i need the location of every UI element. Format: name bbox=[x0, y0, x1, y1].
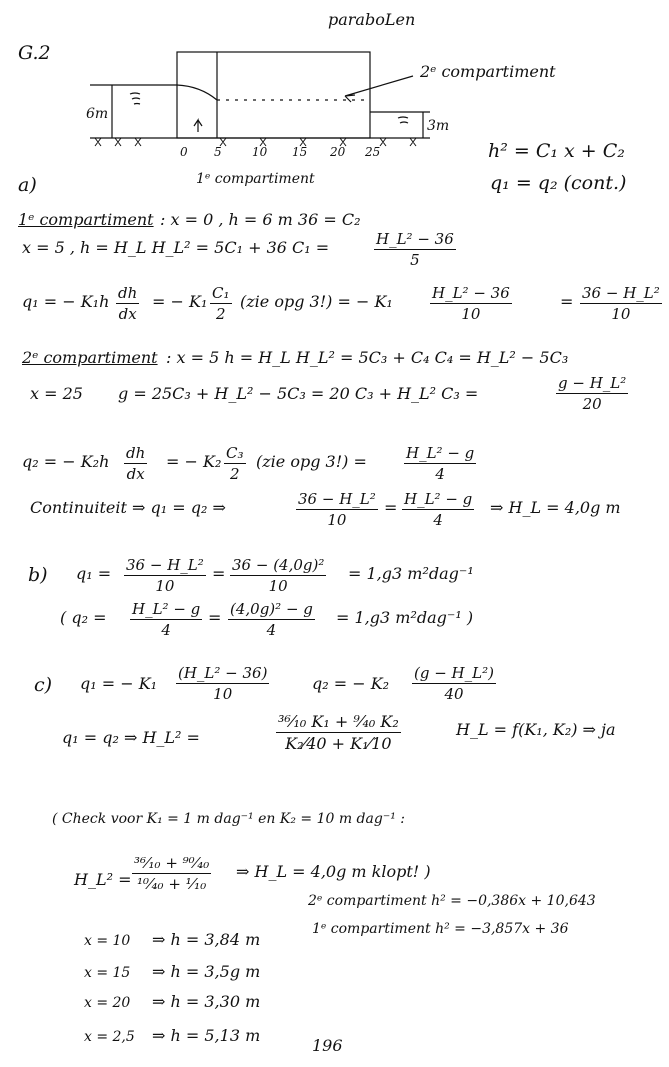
c3-fraction: $\frac{\text{g − H\_L²}}{20}$ bbox=[558, 374, 627, 413]
q2-rest: (zie opg 3!) = bbox=[256, 452, 367, 471]
part-a-label: a) bbox=[18, 174, 37, 196]
dh-dx-fraction: $\frac{dh}{dx}$ bbox=[118, 284, 138, 323]
c-compartment-2-eq: 2ᵉ compartiment h² = −0,386x + 10,643 bbox=[308, 893, 596, 909]
b-equals-1: = bbox=[212, 564, 226, 583]
continuity-left-fraction: $\frac{\text{36 − H\_L²}}{10}$ bbox=[298, 490, 376, 529]
compartment-1-line1: : x = 0 , h = 6 m 36 = C₂ bbox=[160, 210, 361, 229]
c-big-fraction: $\frac{\text{³⁶⁄₁₀ K₁ + ⁹⁄₄₀ K₂}}{\text{K₂⁄40 + K₁⁄10}}$ bbox=[278, 712, 399, 753]
b-q1: q₁ = bbox=[76, 564, 112, 583]
c1-over-2-fraction: $\frac{\text{C₁}}{2}$ bbox=[212, 284, 230, 323]
axis-tick: 5 bbox=[214, 145, 222, 159]
c-check-fraction: ³⁶⁄₁₀ + ⁹⁰⁄₄₀ ¹⁰⁄₄₀ + ¹⁄₁₀ bbox=[134, 854, 210, 893]
c-check-result: ⇒ H_L = 4,0g m klopt! ) bbox=[236, 862, 431, 881]
continuity-text: Continuiteit ⇒ q₁ = q₂ ⇒ bbox=[30, 498, 226, 517]
axis-tick: 10 bbox=[252, 145, 268, 159]
q1-equals: = bbox=[560, 292, 574, 311]
q1-fraction-1: $\frac{\text{H\_L² − 36}}{10}$ bbox=[432, 284, 510, 323]
q1-rest: (zie opg 3!) = − K₁ bbox=[240, 292, 393, 311]
axis-tick: 25 bbox=[365, 145, 381, 159]
c-q1: q₁ = − K₁ bbox=[80, 674, 158, 693]
compartment-2-line2a: x = 25 bbox=[30, 384, 83, 403]
continuity-result: ⇒ H_L = 4,0g m bbox=[490, 498, 621, 517]
b-fraction-2: $\frac{\text{36 − (4,0g)²}}{10}$ bbox=[232, 556, 325, 595]
q1-middle: = − K₁ bbox=[152, 292, 208, 311]
c-q2: q₂ = − K₂ bbox=[312, 674, 390, 693]
c1-fraction: $\frac{\text{H\_L² − 36}}{5}$ bbox=[376, 230, 454, 269]
table-row-h: ⇒ h = 3,5g m bbox=[152, 962, 261, 981]
c-result: H_L = f(K₁, K₂) ⇒ ja bbox=[456, 720, 616, 739]
q1-fraction-2: $\frac{\text{36 − H\_L²}}{10}$ bbox=[582, 284, 660, 323]
continuity-equals: = bbox=[384, 498, 398, 517]
q2-lhs: q₂ = − K₂h bbox=[22, 452, 110, 471]
q2-dh-dx-fraction: $\frac{dh}{dx}$ bbox=[126, 444, 146, 483]
axis-tick: 15 bbox=[292, 145, 308, 159]
c-check-text: ( Check voor K₁ = 1 m dag⁻¹ en K₂ = 10 m dag⁻¹ : bbox=[52, 811, 406, 827]
c-q1-fraction: $\frac{\text{(H\_L² − 36)}}{10}$ bbox=[178, 664, 268, 703]
problem-number: G.2 bbox=[18, 42, 51, 64]
label-compartment-1: 1ᵉ compartiment bbox=[196, 171, 315, 187]
c-check-lhs: H_L² = bbox=[74, 870, 132, 889]
label-compartment-2: 2ᵉ compartiment bbox=[420, 62, 556, 81]
continuity-equation: q₁ = q₂ (cont.) bbox=[490, 172, 627, 194]
axis-tick: 20 bbox=[330, 145, 346, 159]
table-row-h: ⇒ h = 3,30 m bbox=[152, 992, 261, 1011]
table-row-h: ⇒ h = 3,84 m bbox=[152, 930, 261, 949]
groundwater-sketch bbox=[80, 40, 450, 170]
b-fraction-1: $\frac{\text{36 − H\_L²}}{10}$ bbox=[126, 556, 204, 595]
c3-over-2-fraction: $\frac{\text{C₃}}{2}$ bbox=[226, 444, 244, 483]
compartment-2-title: 2ᵉ compartiment bbox=[22, 348, 158, 367]
b-equals-2: = bbox=[208, 608, 222, 627]
part-c-label: c) bbox=[34, 674, 53, 696]
continuity-right-fraction: $\frac{\text{H\_L² − g}}{4}$ bbox=[404, 490, 473, 529]
table-row-x: x = 2,5 bbox=[84, 1029, 135, 1045]
table-row-x: x = 10 bbox=[84, 933, 131, 949]
right-head-label: 3m bbox=[427, 118, 450, 134]
b-fraction-4: $\frac{\text{(4,0g)² − g}}{4}$ bbox=[230, 600, 313, 639]
header-parabolen: paraboLen bbox=[328, 10, 416, 29]
compartment-2-line1: : x = 5 h = H_L H_L² = 5C₃ + C₄ C₄ = H_L² − 5C₃ bbox=[166, 348, 569, 367]
left-head-label: 6m bbox=[86, 106, 109, 122]
b-q2: ( q₂ = bbox=[60, 608, 107, 627]
page-number: 196 bbox=[312, 1036, 343, 1055]
general-equation: h² = C₁ x + C₂ bbox=[488, 140, 625, 162]
table-row-x: x = 15 bbox=[84, 965, 131, 981]
axis-tick: 0 bbox=[180, 145, 188, 159]
part-b-label: b) bbox=[28, 564, 48, 586]
b-fraction-3: $\frac{\text{H\_L² − g}}{4}$ bbox=[132, 600, 201, 639]
compartment-1-title: 1ᵉ compartiment bbox=[18, 210, 154, 229]
compartment-1-line2: x = 5 , h = H_L H_L² = 5C₁ + 36 C₁ = bbox=[22, 238, 330, 257]
b-result-2: = 1,g3 m²dag⁻¹ ) bbox=[336, 608, 474, 627]
table-row-h: ⇒ h = 5,13 m bbox=[152, 1026, 261, 1045]
c-equation-lhs: q₁ = q₂ ⇒ H_L² = bbox=[62, 728, 200, 747]
q2-middle: = − K₂ bbox=[166, 452, 222, 471]
table-row-x: x = 20 bbox=[84, 995, 131, 1011]
b-result-1: = 1,g3 m²dag⁻¹ bbox=[348, 564, 474, 583]
c-compartment-1-eq: 1ᵉ compartiment h² = −3,857x + 36 bbox=[312, 921, 569, 937]
q2-fraction: $\frac{\text{H\_L² − g}}{4}$ bbox=[406, 444, 475, 483]
compartment-2-line2b: g = 25C₃ + H_L² − 5C₃ = 20 C₃ + H_L² C₃ = bbox=[118, 384, 479, 403]
q1-lhs: q₁ = − K₁h bbox=[22, 292, 110, 311]
c-q2-fraction: $\frac{\text{(g − H\_L²)}}{40}$ bbox=[414, 664, 494, 703]
